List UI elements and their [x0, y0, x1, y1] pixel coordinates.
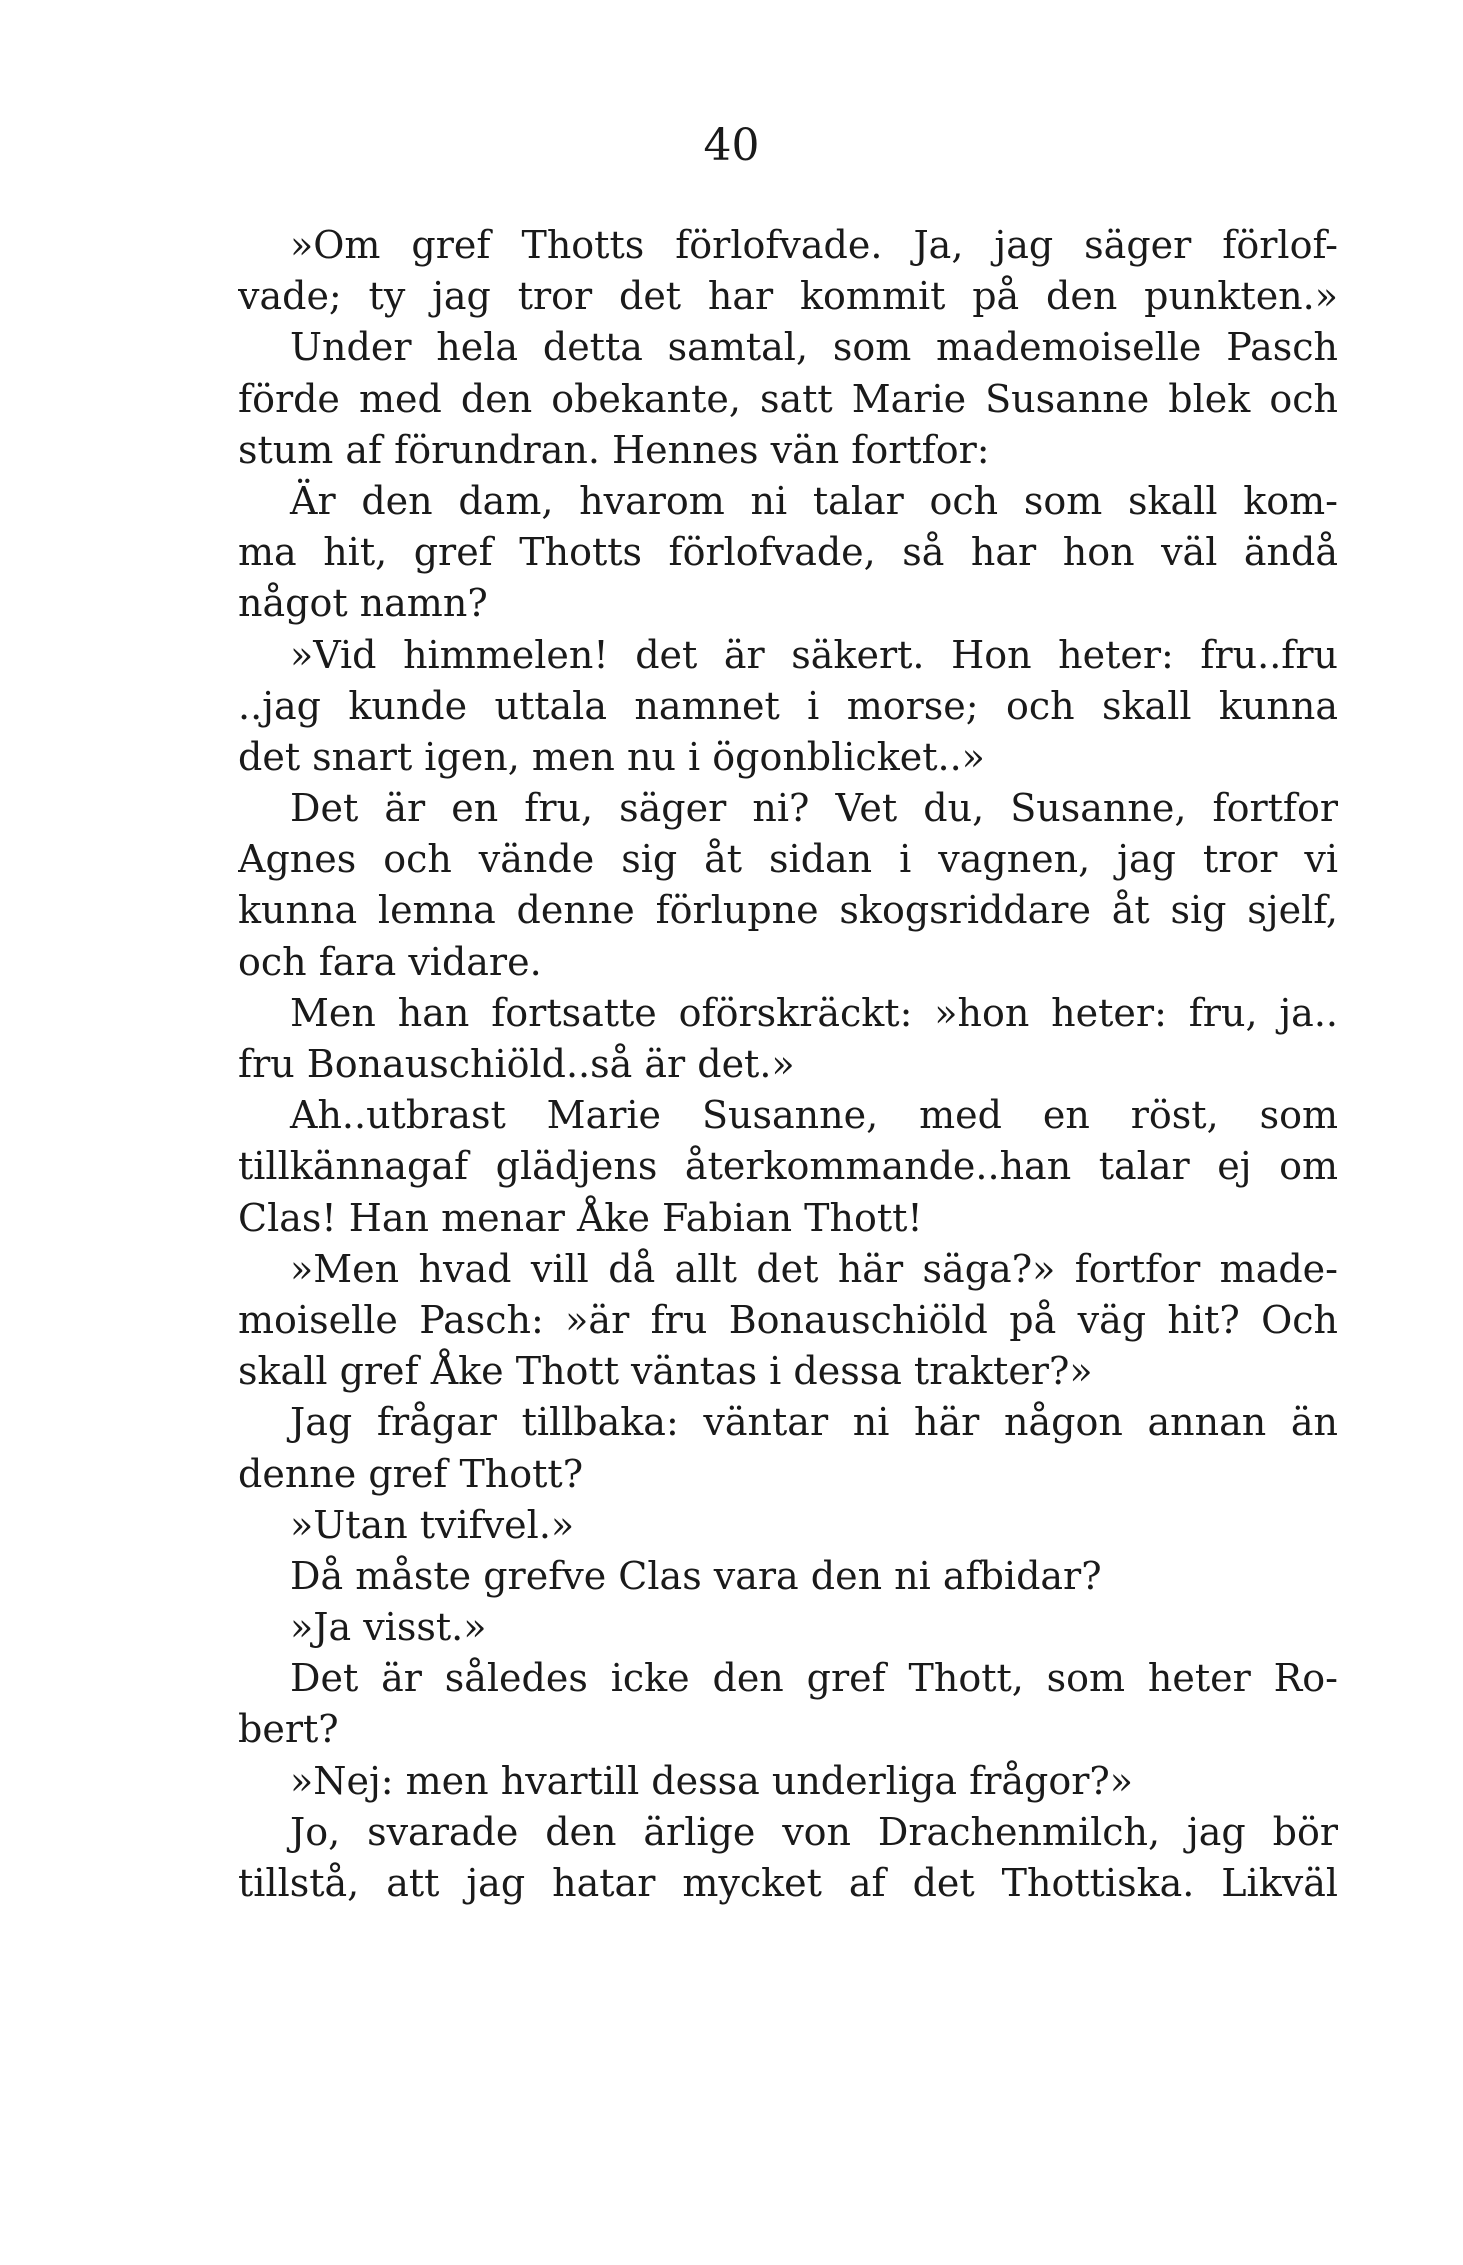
text-line: »Vid himmelen! det är säkert. Hon heter: fru..fru: [290, 632, 1338, 677]
text-line: fru Bonauschiöld..så är det.»: [238, 1042, 795, 1086]
text-line: Men han fortsatte oförskräckt: »hon heter: fru, ja..: [290, 990, 1338, 1035]
text-line: Jag frågar tillbaka: väntar ni här någon annan än: [290, 1400, 1338, 1445]
text-line: Är den dam, hvarom ni talar och som skall kom-: [290, 478, 1338, 523]
text-line: skall gref Åke Thott väntas i dessa trakter?»: [238, 1349, 1093, 1394]
text-line: ..jag kunde uttala namnet i morse; och skall kunna: [238, 683, 1338, 728]
text-line: »Utan tvifvel.»: [290, 1502, 575, 1547]
text-line: bert?: [238, 1707, 339, 1752]
text-line: något namn?: [238, 581, 488, 626]
text-line: vade; ty jag tror det har kommit på den punkten.»: [238, 274, 1338, 319]
text-line: moiselle Pasch: »är fru Bonauschiöld på väg hit? Och: [238, 1297, 1338, 1342]
text-line: denne gref Thott?: [238, 1451, 584, 1496]
text-line: kunna lemna denne förlupne skogsriddare åt sig sjelf,: [238, 888, 1338, 933]
text-line: Clas! Han menar Åke Fabian Thott!: [238, 1195, 923, 1240]
text-line: Ah..utbrast Marie Susanne, med en röst, som: [290, 1093, 1338, 1138]
text-line: Under hela detta samtal, som mademoiselle Pasch: [290, 325, 1338, 370]
text-line: ma hit, gref Thotts förlofvade, så har hon väl ändå: [238, 530, 1338, 575]
body-text: [238, 220, 1338, 1909]
text-line: Det är således icke den gref Thott, som heter Ro-: [290, 1656, 1338, 1701]
page-number: 40: [703, 120, 760, 171]
text-line: Jo, svarade den ärlige von Drachenmilch, jag bör: [290, 1809, 1338, 1854]
text-line: »Nej: men hvartill dessa underliga frågor?»: [290, 1758, 1134, 1803]
text-line: stum af förundran. Hennes vän fortfor:: [238, 427, 990, 472]
text-line: tillstå, att jag hatar mycket af det Thottiska. Likväl: [238, 1861, 1338, 1905]
text-line: Det är en fru, säger ni? Vet du, Susanne, fortfor: [290, 786, 1338, 831]
text-line: »Ja visst.»: [290, 1605, 487, 1650]
text-line: och fara vidare.: [238, 939, 542, 984]
text-line: Agnes och vände sig åt sidan i vagnen, jag tror vi: [238, 837, 1338, 882]
text-line: »Men hvad vill då allt det här säga?» fortfor made-: [290, 1246, 1338, 1291]
text-line: förde med den obekante, satt Marie Susanne blek och: [238, 376, 1338, 421]
text-line: tillkännagaf glädjens återkommande..han talar ej om: [238, 1144, 1338, 1189]
text-line: »Om gref Thotts förlofvade. Ja, jag säger förlof-: [290, 223, 1338, 267]
text-line: det snart igen, men nu i ögonblicket..»: [238, 734, 985, 779]
text-line: Då måste grefve Clas vara den ni afbidar?: [290, 1553, 1102, 1598]
